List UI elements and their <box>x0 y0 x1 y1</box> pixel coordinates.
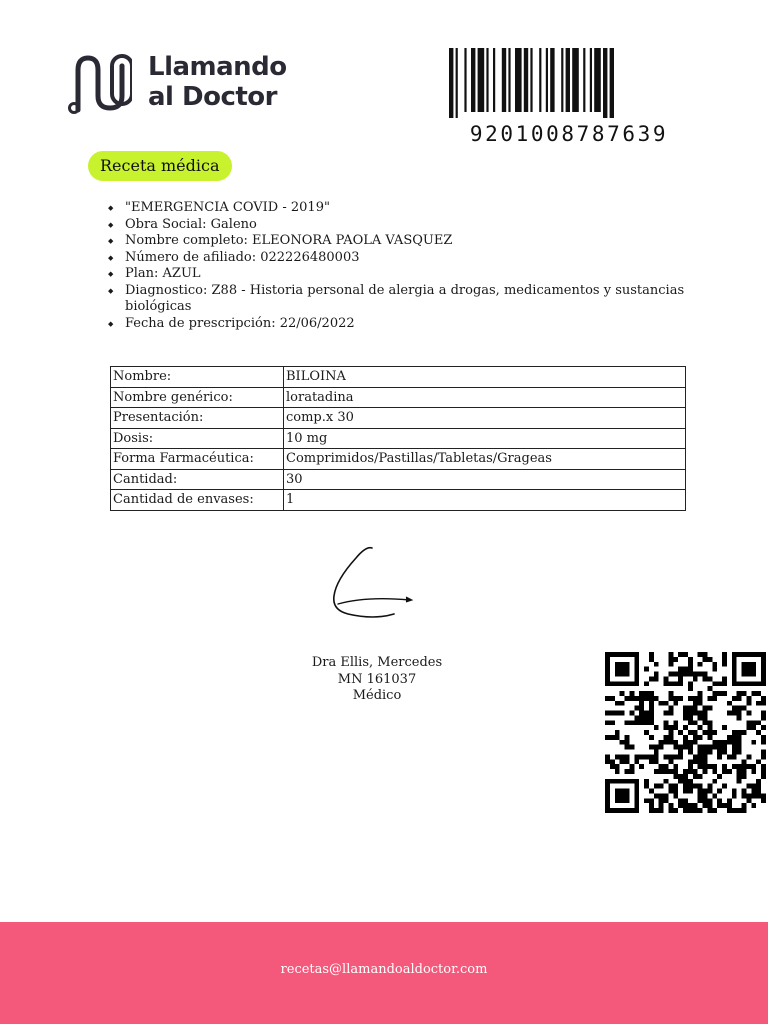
document-type-badge: Receta médica <box>88 151 232 181</box>
table-cell-value: loratadina <box>284 387 686 408</box>
medication-table <box>110 366 686 511</box>
barcode-number: 9201008787639 <box>469 122 669 146</box>
list-item: ◆ Plan: AZUL <box>108 266 738 283</box>
qr-code-icon <box>605 650 766 815</box>
table-row <box>111 428 686 449</box>
list-item: ◆ Número de afiliado: 022226480003 <box>108 250 738 267</box>
doctor-name: Dra Ellis, Mercedes <box>311 655 443 670</box>
footer <box>0 922 768 1024</box>
table-cell-label: Cantidad de envases: <box>111 490 284 511</box>
table-row <box>111 490 686 511</box>
patient-info-list <box>108 200 738 332</box>
list-item: ◆ "EMERGENCIA COVID - 2019" <box>108 200 738 217</box>
doctor-role: Médico <box>352 688 402 703</box>
table-cell-label: Forma Farmacéutica: <box>111 449 284 470</box>
stethoscope-logo-icon <box>66 52 132 118</box>
list-item: ◆ Nombre completo: ELEONORA PAOLA VASQUEZ <box>108 233 738 250</box>
table-cell-value: 1 <box>284 490 686 511</box>
signature-icon <box>326 544 418 624</box>
barcode-icon <box>449 48 689 118</box>
table-cell-label: Cantidad: <box>111 469 284 490</box>
table-cell-label: Presentación: <box>111 408 284 429</box>
table-row <box>111 469 686 490</box>
brand-name-line1: Llamando <box>148 52 287 82</box>
table-cell-value: 10 mg <box>284 428 686 449</box>
doctor-license: MN 161037 <box>337 671 417 687</box>
table-cell-value: comp.x 30 <box>284 408 686 429</box>
footer-email: recetas@llamandoaldoctor.com <box>280 962 488 977</box>
brand-logo <box>66 52 306 118</box>
list-item: ◆ Diagnostico: Z88 - Historia personal de alergia a drogas, medicamentos y sustancias biológicas <box>108 283 738 316</box>
table-cell-value: Comprimidos/Pastillas/Tabletas/Grageas <box>284 449 686 470</box>
brand-name-line2: al Doctor <box>148 82 277 112</box>
list-item: ◆ Fecha de prescripción: 22/06/2022 <box>108 316 738 333</box>
table-row <box>111 367 686 388</box>
table-cell-value: BILOINA <box>284 367 686 388</box>
table-row <box>111 387 686 408</box>
table-cell-label: Nombre genérico: <box>111 387 284 408</box>
table-cell-label: Dosis: <box>111 428 284 449</box>
table-cell-label: Nombre: <box>111 367 284 388</box>
doctor-info <box>277 655 477 705</box>
table-cell-value: 30 <box>284 469 686 490</box>
list-item: ◆ Obra Social: Galeno <box>108 217 738 234</box>
table-row <box>111 449 686 470</box>
brand-name <box>148 52 287 112</box>
table-row <box>111 408 686 429</box>
